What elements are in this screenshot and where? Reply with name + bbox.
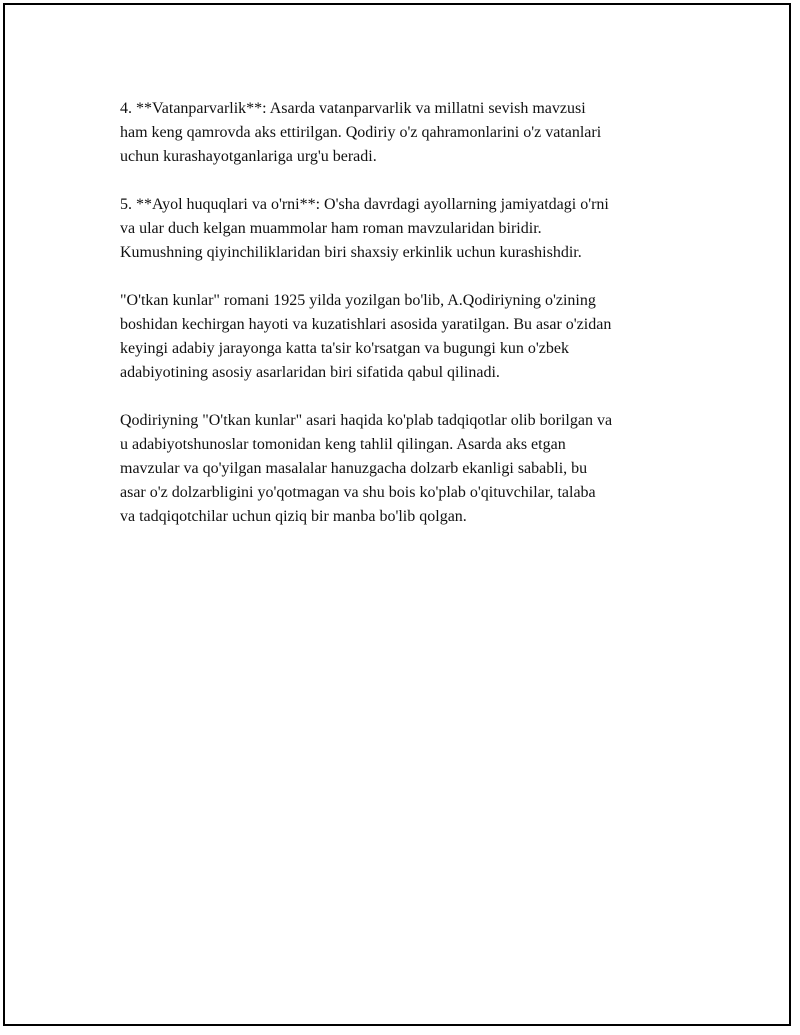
text-line: va tadqiqotchilar uchun qiziq bir manba bo'lib qolgan. bbox=[120, 508, 467, 525]
document-body bbox=[120, 97, 710, 553]
text-line: 5. **Ayol huquqlari va o'rni**: O'sha davrdagi ayollarning jamiyatdagi o'rni bbox=[120, 196, 609, 213]
paragraph-research bbox=[120, 409, 710, 529]
text-line: adabiyotining asosiy asarlaridan biri sifatida qabul qilinadi. bbox=[120, 364, 500, 381]
paragraph-patriotism bbox=[120, 97, 710, 169]
text-line: 4. **Vatanparvarlik**: Asarda vatanparvarlik va millatni sevish mavzusi bbox=[120, 100, 586, 117]
text-line: boshidan kechirgan hayoti va kuzatishlari asosida yaratilgan. Bu asar o'zidan bbox=[120, 316, 612, 333]
text-line: uchun kurashayotganlariga urg'u beradi. bbox=[120, 148, 377, 165]
paragraph-novel-origin bbox=[120, 289, 710, 385]
text-line: ham keng qamrovda aks ettirilgan. Qodiriy o'z qahramonlarini o'z vatanlari bbox=[120, 124, 602, 141]
text-line: mavzular va qo'yilgan masalalar hanuzgacha dolzarb ekanligi sababli, bu bbox=[120, 460, 588, 477]
text-line: Kumushning qiyinchiliklaridan biri shaxsiy erkinlik uchun kurashishdir. bbox=[120, 244, 582, 261]
text-line: asar o'z dolzarbligini yo'qotmagan va shu bois ko'plab o'qituvchilar, talaba bbox=[120, 484, 596, 501]
text-line: u adabiyotshunoslar tomonidan keng tahlil qilingan. Asarda aks etgan bbox=[120, 436, 566, 453]
text-line: va ular duch kelgan muammolar ham roman mavzularidan biridir. bbox=[120, 220, 542, 237]
text-line: keyingi adabiy jarayonga katta ta'sir ko'rsatgan va bugungi kun o'zbek bbox=[120, 340, 569, 357]
text-line: "O'tkan kunlar" romani 1925 yilda yozilgan bo'lib, A.Qodiriyning o'zining bbox=[120, 292, 596, 309]
text-line: Qodiriyning "O'tkan kunlar" asari haqida ko'plab tadqiqotlar olib borilgan va bbox=[120, 412, 613, 429]
paragraph-women-rights bbox=[120, 193, 710, 265]
page-frame bbox=[3, 3, 791, 1026]
